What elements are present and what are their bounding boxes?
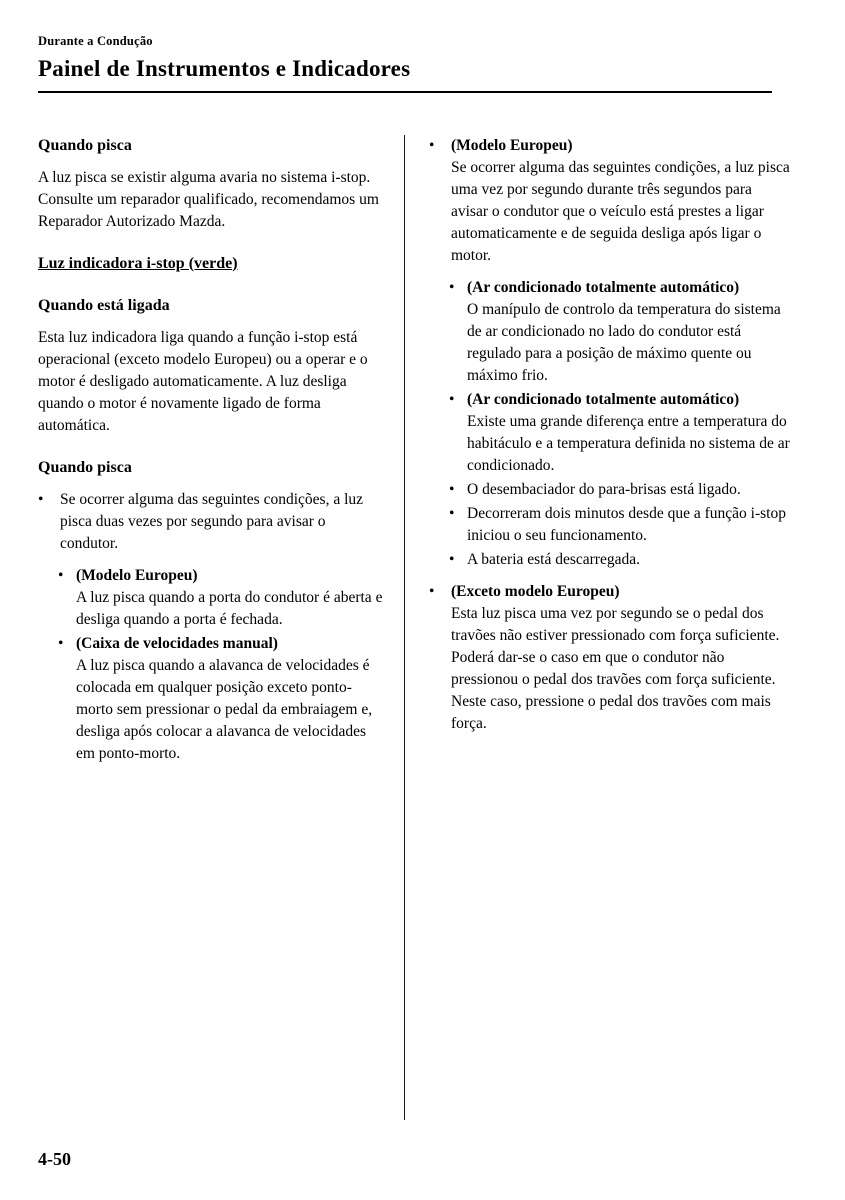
left-column — [38, 135, 386, 1120]
list-item-title: (Ar condicionado totalmente automático) — [467, 391, 740, 408]
paragraph-avaria: A luz pisca se existir alguma avaria no sistema i-stop. Consulte um reparador qualificado, recomendamos um Reparador Autorizado Mazda. — [38, 168, 379, 230]
section-label: Durante a Condução — [38, 34, 153, 48]
list-item — [429, 389, 791, 477]
list-item-text: O desembaciador do para-brisas está ligado. — [467, 481, 741, 498]
bullet-icon — [429, 135, 451, 267]
list-item-text: Decorreram dois minutos desde que a função i-stop iniciou o seu funcionamento. — [467, 505, 786, 544]
heading-luz-indicadora-istop: Luz indicadora i-stop (verde) — [38, 254, 238, 272]
bullet-icon — [58, 633, 76, 765]
list-item-text: Se ocorrer alguma das seguintes condições, a luz pisca duas vezes por segundo para avisar o condutor. — [60, 490, 364, 552]
bullet-icon — [449, 549, 467, 571]
list-item — [429, 135, 791, 267]
list-item-text: A luz pisca quando a porta do condutor é aberta e desliga quando a porta é fechada. — [76, 588, 383, 628]
list-item-title: (Exceto modelo Europeu) — [451, 583, 620, 600]
list-item-text: Se ocorrer alguma das seguintes condições, a luz pisca uma vez por segundo durante três segundos para avisar o condutor que o veículo está prestes a ligar automaticamente e de seguida desliga após ligar o motor. — [451, 159, 790, 264]
bullet-icon — [449, 277, 467, 387]
page-content — [38, 135, 807, 1120]
list-item-title: (Modelo Europeu) — [451, 137, 573, 154]
list-item-text: Esta luz pisca uma vez por segundo se o pedal dos travões não estiver pressionado com força suficiente. Poderá dar-se o caso em que o condutor não pressionou o pedal dos travões com força suficiente. Neste caso, pressione o pedal dos travões com mais força. — [451, 605, 780, 732]
heading-quando-pisca-1: Quando pisca — [38, 137, 132, 154]
bullet-icon — [429, 581, 451, 735]
bullet-icon — [449, 389, 467, 477]
list-item — [38, 565, 386, 631]
page-title: Painel de Instrumentos e Indicadores — [38, 56, 411, 81]
paragraph-ligada: Esta luz indicadora liga quando a função i-stop está operacional (exceto modelo Europeu) ou a operar e o motor é desligado automaticamente. A luz desliga quando o motor é novamente ligado de forma automática. — [38, 329, 368, 435]
bullet-icon — [449, 503, 467, 547]
bullet-icon — [38, 489, 60, 555]
list-item-title: (Caixa de velocidades manual) — [76, 634, 278, 652]
right-column — [429, 135, 791, 1120]
list-item — [429, 549, 791, 571]
column-divider — [404, 135, 405, 1120]
heading-quando-esta-ligada: Quando está ligada — [38, 297, 170, 315]
list-item — [38, 633, 386, 765]
bullet-icon — [449, 479, 467, 501]
title-rule — [38, 91, 772, 93]
list-item — [429, 503, 791, 547]
list-item — [429, 277, 791, 387]
heading-quando-pisca-2: Quando pisca — [38, 459, 132, 477]
bullet-icon — [58, 565, 76, 631]
list-item-title: (Ar condicionado totalmente automático) — [467, 279, 740, 296]
list-item-text: A luz pisca quando a alavanca de velocidades é colocada em qualquer posição exceto ponto-morto sem pressionar o pedal da embraiagem e, desliga após colocar a alavanca de velocidades em ponto-morto. — [76, 656, 373, 762]
list-item-title: (Modelo Europeu) — [76, 566, 198, 584]
list-item-text: O manípulo de controlo da temperatura do sistema de ar condicionado no lado do condutor está regulado para a posição de máximo quente ou máximo frio. — [467, 301, 781, 384]
page-header — [38, 34, 807, 93]
page-number: 4-50 — [38, 1149, 71, 1169]
list-item-text: A bateria está descarregada. — [467, 551, 640, 568]
list-item — [38, 489, 386, 555]
list-item — [429, 479, 791, 501]
list-item-text: Existe uma grande diferença entre a temperatura do habitáculo e a temperatura definida no sistema de ar condicionado. — [467, 413, 790, 474]
list-item — [429, 581, 791, 735]
